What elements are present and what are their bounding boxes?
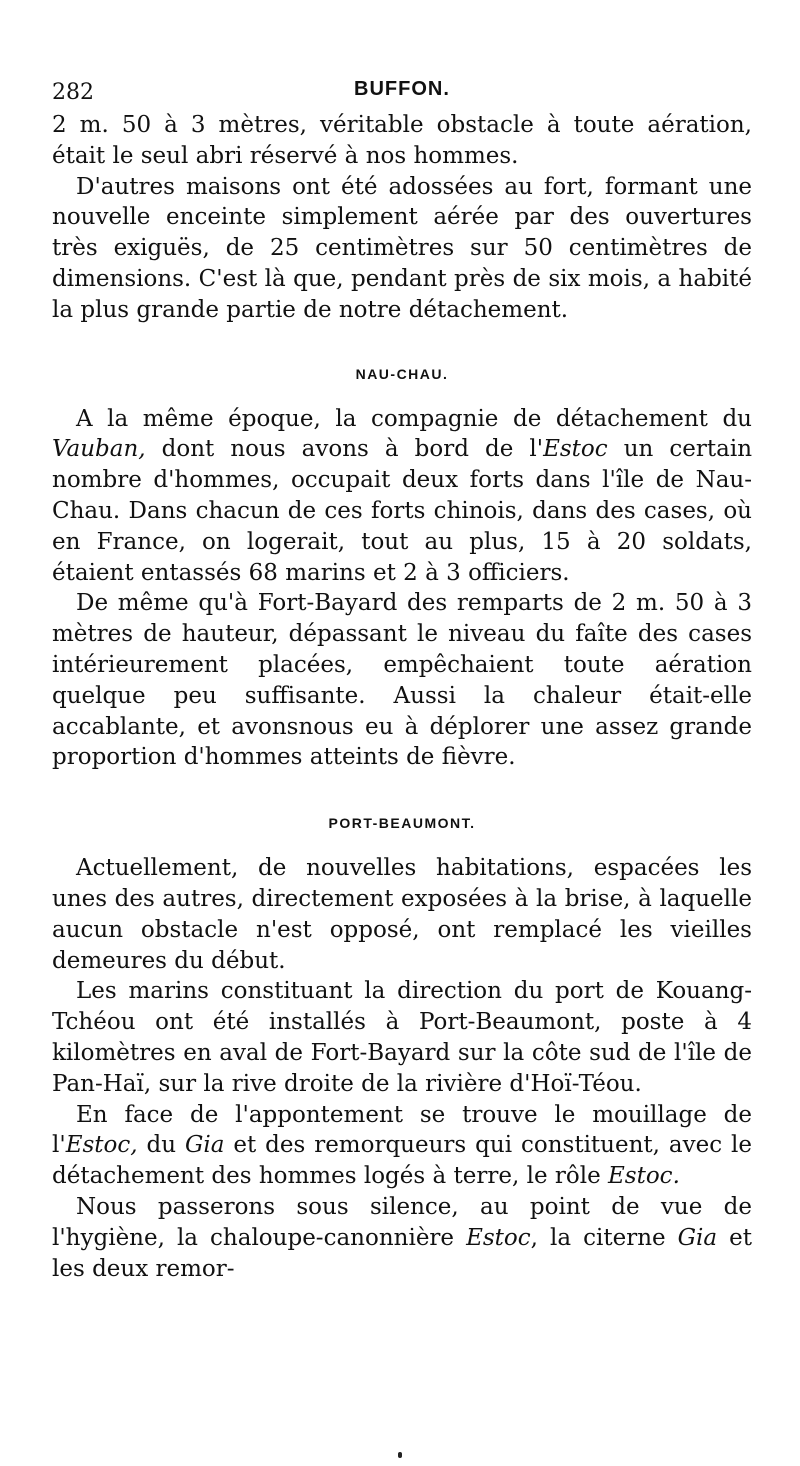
paragraph: Actuellement, de nouvelles habitations, espacées les unes des autres, directement exposées à la brise, à laquelle aucun obstacle n'est opposé, ont remplacé les vieilles demeures du début.	[52, 855, 752, 974]
ship-name: Gia	[184, 1132, 225, 1159]
text-run: A la même époque, la compagnie de détachement du	[76, 405, 752, 432]
ship-name: Estoc	[466, 1224, 531, 1251]
text-run: Nous passerons sous silence, au point de vue de l'hygiène, la chaloupe-canonnière	[52, 1193, 752, 1251]
paragraph: Les marins constituant la direction du port de Kouang-Tchéou ont été installés à Port-Beaumont, poste à 4 kilomètres en aval de Fort-Bayard sur la côte sud de l'île de Pan-Haï, sur la rive droite de la rivière d'Hoï-Téou.	[52, 978, 752, 1097]
text-run: et des remorqueurs qui constituent, avec le détachement des hommes logés à terre, le rôle	[52, 1132, 752, 1190]
text-run: et les deux remor-	[52, 1224, 752, 1282]
page-number: 282	[52, 80, 94, 105]
text-run: , la citerne	[530, 1224, 678, 1251]
paragraph	[52, 1192, 752, 1284]
ink-speck	[398, 1452, 402, 1458]
paragraph: 2 m. 50 à 3 mètres, véritable obstacle à toute aération, était le seul abri réservé à nos hommes.	[52, 112, 752, 169]
book-page	[52, 78, 752, 1284]
ship-name: Estoc.	[608, 1163, 680, 1190]
ship-name: Vauban,	[52, 436, 146, 463]
paragraph	[52, 1100, 752, 1192]
section-heading-port-beaumont: PORT-BEAUMONT.	[328, 815, 476, 832]
text-run: un certain nombre d'hommes, occupait deux forts dans l'île de Nau-Chau. Dans chacun de ces forts chinois, dans des cases, où en France, on logerait, tout au plus, 15 à 20 soldats, étaient entassés 68 marins et 2 à 3 officiers.	[52, 436, 753, 586]
ship-name: Estoc,	[65, 1132, 138, 1159]
ship-name: Gia	[677, 1224, 718, 1251]
running-head	[52, 78, 752, 110]
section-heading-nau-chau: NAU-CHAU.	[355, 365, 449, 382]
running-title: BUFFON.	[354, 78, 450, 100]
text-run: dont nous avons à bord de l'	[145, 436, 544, 463]
ship-name: Estoc	[543, 436, 608, 463]
text-run: du	[137, 1132, 185, 1159]
text-run: En face de l'appontement se trouve le mouillage de l'	[52, 1101, 752, 1159]
paragraph: De même qu'à Fort-Bayard des remparts de 2 m. 50 à 3 mètres de hauteur, dépassant le niveau du faîte des cases intérieurement placées, empêchaient toute aération quelque peu suffisante. Aussi la chaleur était-elle accablante, et avonsnous eu à déplorer une assez grande proportion d'hommes atteints de fièvre.	[52, 590, 752, 771]
paragraph: D'autres maisons ont été adossées au fort, formant une nouvelle enceinte simplement aérée par des ouvertures très exiguës, de 25 centimètres sur 50 centimètres de dimensions. C'est là que, pendant près de six mois, a habité la plus grande partie de notre détachement.	[52, 173, 752, 323]
paragraph	[52, 404, 752, 589]
